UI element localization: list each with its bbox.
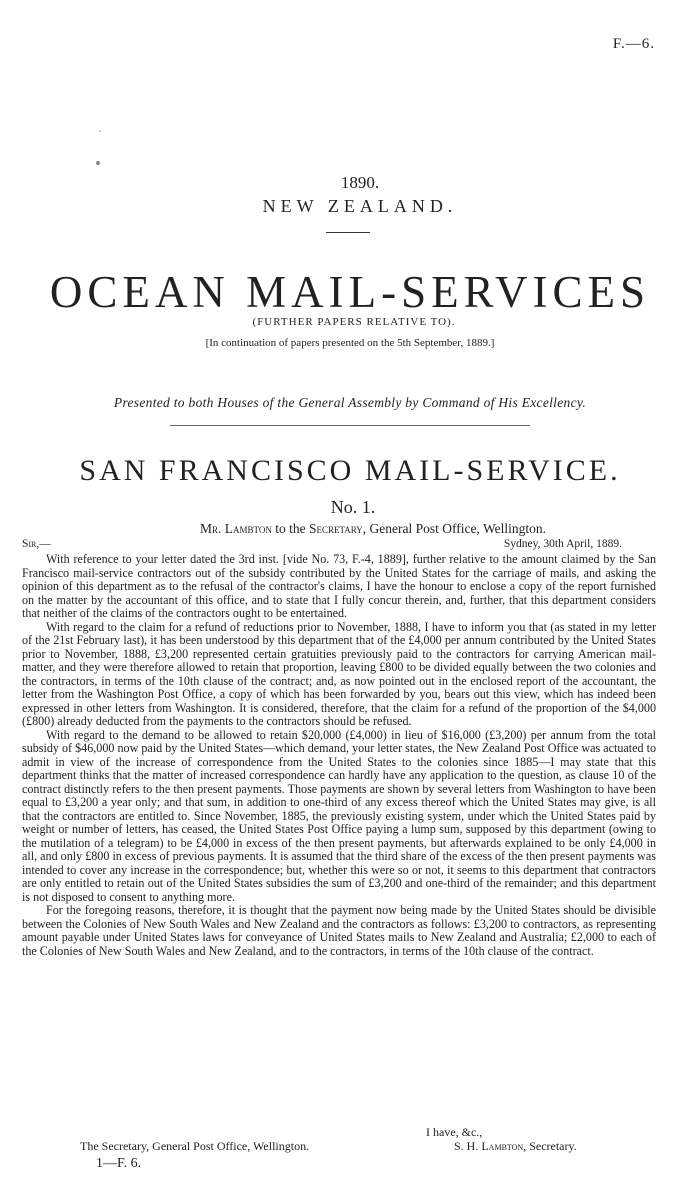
- letter-paragraph: For the foregoing reasons, therefore, it is thought that the payment now being made by the United States should be divisible between the Colonies of New South Wales and New Zealand and the contractors as follows: £3,200 to contractors, as representing amount payable under United States laws for conveyance of United States mails to New Zealand and Australia; £2,000 to each of the Colonies of New South Wales and New Zealand, and to the contractors, in terms of the 10th clause of the contract.: [22, 903, 656, 958]
- document-subtitle: (FURTHER PAPERS RELATIVE TO).: [252, 316, 456, 328]
- signatory-name: Lambton,: [481, 1139, 527, 1153]
- country-heading: NEW ZEALAND.: [262, 196, 458, 216]
- document-title: OCEAN MAIL-SERVICES: [49, 267, 651, 317]
- letter-closing: I have, &c.,: [426, 1125, 483, 1139]
- paper-speck: [96, 161, 100, 165]
- letter-signature: [454, 1139, 577, 1154]
- letter-addressee: The Secretary, General Post Office, Wellington.: [80, 1139, 310, 1153]
- publication-year: 1890.: [340, 173, 380, 192]
- letter-heading: [23, 521, 700, 537]
- letter-recipient: Secretary,: [308, 521, 367, 536]
- letter-sender: Mr. Lambton: [199, 521, 272, 536]
- letter-recipient-location: General Post Office, Wellington.: [369, 521, 547, 536]
- signatory-initials: S. H.: [454, 1139, 479, 1153]
- letter-body: [22, 553, 656, 958]
- letter-place-date: Sydney, 30th April, 1889.: [503, 538, 622, 550]
- paper-speck: [99, 130, 101, 132]
- salutation: Sir,—: [22, 538, 51, 550]
- letter-heading-connector: to the: [275, 521, 306, 536]
- short-divider: [326, 232, 370, 233]
- letter-paragraph: With reference to your letter dated the 3rd inst. [vide No. 73, F.-4, 1889], further relative to the amount claimed by the San Francisco mail-service contractors out of the subsidy contributed by the United States for the carriage of mails, and asking the opinion of this department as to the refusal of the contractor's claims, I have the honour to enclose a copy of the report furnished on the matter by the accountant of this office, and to state that I fully concur therein, and, further, that this department considers that neither of the claims of the contractors ought to be entertained.: [22, 552, 656, 620]
- page-reference: F.—6.: [612, 36, 655, 52]
- letter-number: No. 1.: [330, 497, 376, 517]
- section-title: SAN FRANCISCO MAIL-SERVICE.: [79, 454, 621, 487]
- printer-mark: 1—F. 6.: [96, 1156, 142, 1171]
- signatory-title: Secretary.: [529, 1139, 577, 1153]
- presentation-note: Presented to both Houses of the General Assembly by Command of His Excellency.: [113, 395, 587, 410]
- long-divider: [170, 425, 530, 426]
- letter-paragraph: With regard to the demand to be allowed to retain $20,000 (£4,000) in lieu of $16,000 (£3,200) per annum from the total subsidy of $46,000 now paid by the United States—which demand, your letter states, the New Zealand Post Office was actuated to admit in view of the increase of correspondence from the United States to the colonies since 1885—I may state that this department thinks that the matter of increased correspondence can hardly have any application to the question, as clause 10 of the contract distinctly refers to the then present payments. Those payments are shown by several letters from Washington to have been equal to £3,200 a year only; and that sum, in addition to one-third of any excess thereof which the United States may give, is all that the contractors are entitled to. Since November, 1885, the previously existing system, under which the United States paid by weight or number of letters, has ceased, the United States Post Office paying a lump sum, supposed by this department (owing to the mutilation of a telegram) to be £4,000 in excess of the then present payments, but afterwards explained to be only £4,000 in all, and only £800 in excess of previous payments. It is assumed that the third share of the excess of the then present payments was intended to cover any increase in the correspondence; but, whether this were so or not, it seems to this department that contractors are only entitled to retain out of the United States subsidies the sum of £3,200 and one-third of the remainder; and this department is not disposed to consent to anything more.: [22, 727, 656, 904]
- continuation-note: [In continuation of papers presented on the 5th September, 1889.]: [205, 337, 495, 349]
- letter-paragraph: With regard to the claim for a refund of reductions prior to November, 1888, I have to inform you that (as stated in my letter of the 21st February last), it has been understood by this department that of the £4,000 per annum contributed by the United States prior to November, 1888, £3,200 represented certain gratuities previously paid to the contractors for carrying American mail-matter, and they were therefore allowed to retain that proportion, leaving £800 to be divided equally between the two colonies and the contractors, in terms of the 10th clause of the contract; and, as now pointed out in the enclosed report of the accountant, the letter from the Washington Post Office, a copy of which has been forwarded by you, bears out this view, which has indeed been expressed in other letters from Washington. It is considered, therefore, that the claim for a refund of the proportion of the $4,000 (£800) already deducted from the payments to the contractors should be refused.: [22, 619, 656, 728]
